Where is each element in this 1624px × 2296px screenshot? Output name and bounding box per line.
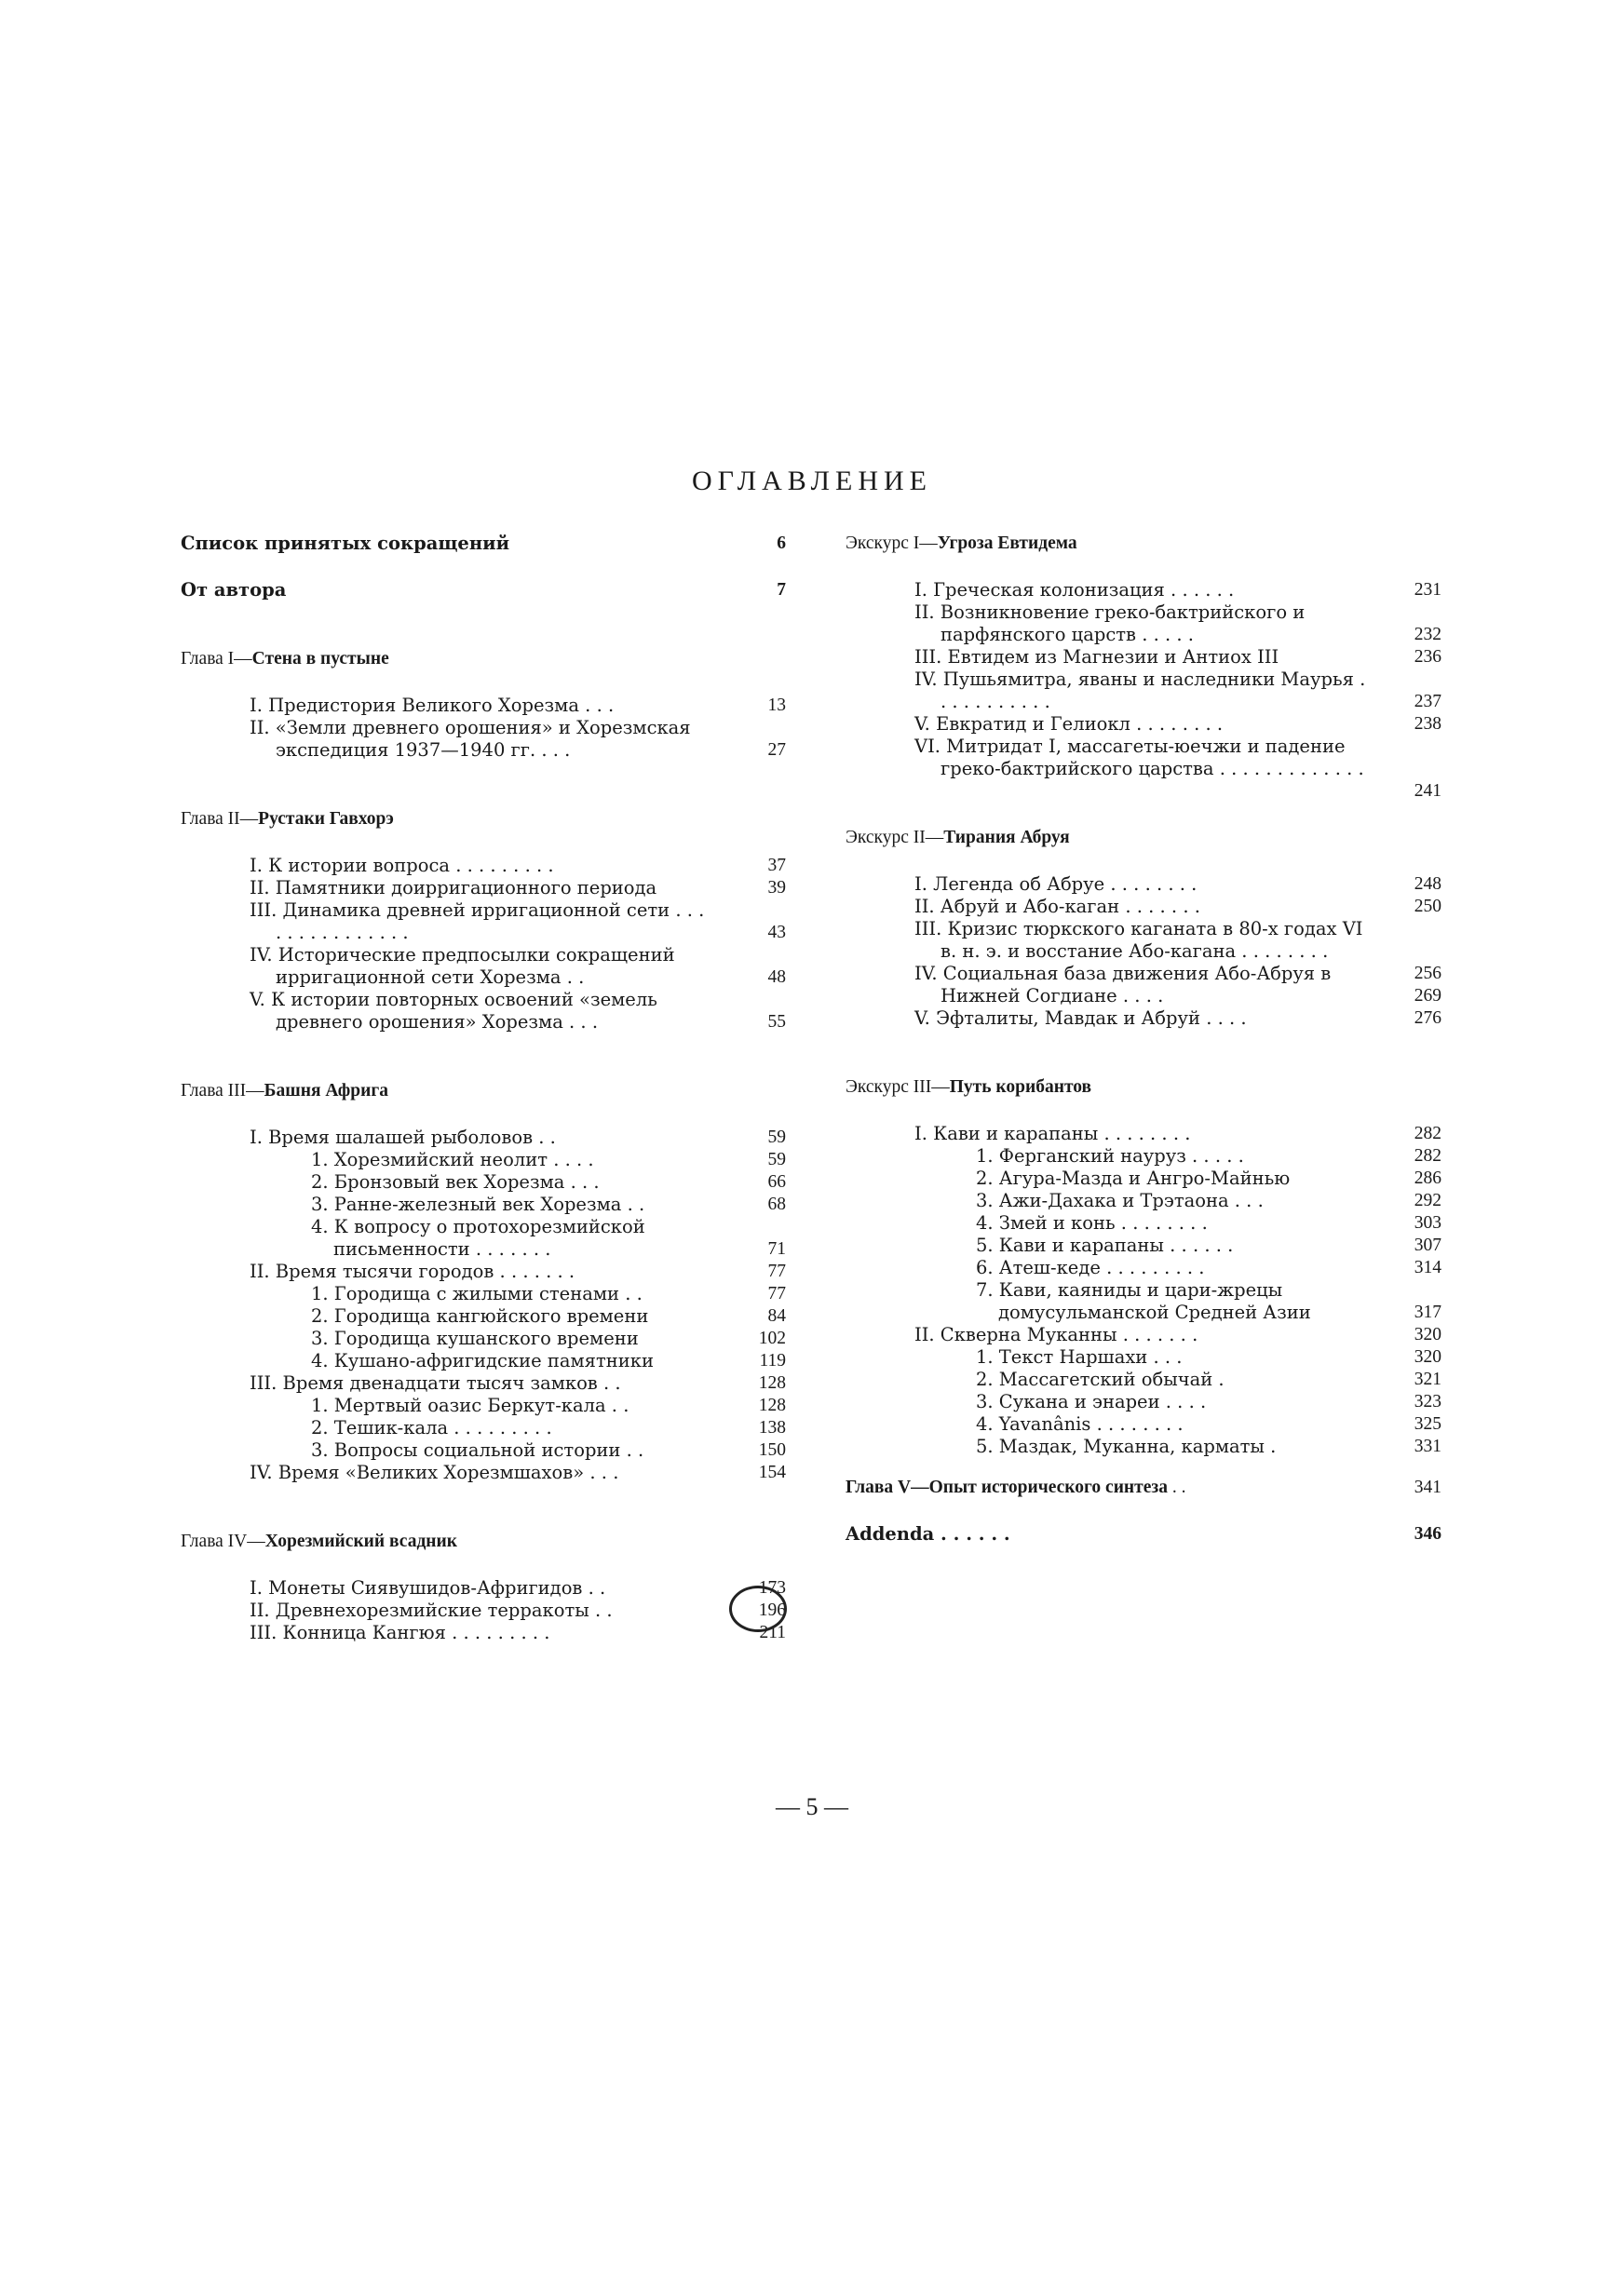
toc-entry[interactable] xyxy=(250,1577,786,1600)
entry-text: IV. Время «Великих Хорезмшахов» . . . xyxy=(250,1462,619,1483)
toc-entry[interactable] xyxy=(250,717,786,762)
toc-entry[interactable] xyxy=(914,1123,1441,1145)
chapter-1-heading[interactable] xyxy=(181,648,786,670)
toc-entry-author[interactable] xyxy=(181,579,786,601)
entry-page: 48 xyxy=(767,967,786,987)
entry-text: IV. Исторические предпосылки сокращений ирригационной сети Хорезма . . xyxy=(250,944,675,988)
entry-page: 173 xyxy=(758,1578,786,1598)
entry-text: II. Время тысячи городов . . . . . . . xyxy=(250,1261,575,1282)
toc-subentry[interactable] xyxy=(311,1216,786,1261)
entry-page: 341 xyxy=(1414,1478,1441,1497)
entry-page: 238 xyxy=(1414,714,1441,734)
entry-text: II. Древнехорезмийские терракоты . . xyxy=(250,1600,613,1621)
entry-text: I. Монеты Сиявушидов-Афригидов . . xyxy=(250,1577,606,1599)
entry-page: 256 xyxy=(1414,964,1441,983)
entry-text: I. Предистория Великого Хорезма . . . xyxy=(250,695,615,716)
toc-subentry[interactable] xyxy=(311,1328,786,1350)
entry-text: 4. Кушано-афригидские памятники xyxy=(311,1350,654,1371)
entry-page: 231 xyxy=(1414,580,1441,600)
entry-page: 282 xyxy=(1414,1124,1441,1143)
toc-entry[interactable] xyxy=(250,1261,786,1283)
toc-subentry[interactable] xyxy=(311,1439,786,1462)
excursus-label: Экскурс II— xyxy=(846,828,944,847)
toc-subentry[interactable] xyxy=(311,1283,786,1305)
excursus-label: Экскурс III— xyxy=(846,1077,950,1097)
toc-left-column xyxy=(181,533,786,1644)
entry-page: 150 xyxy=(758,1440,786,1460)
entry-page: 241 xyxy=(1414,781,1441,801)
entry-text: IV. Социальная база движения Або-Абруя в Нижней Согдиане . . . . xyxy=(914,963,1332,1006)
toc-title: ОГЛАВЛЕНИЕ xyxy=(692,466,932,496)
toc-entry[interactable] xyxy=(250,989,786,1033)
toc-right-column xyxy=(846,533,1441,1546)
entry-text: 2. Городища кангюйского времени xyxy=(311,1305,649,1327)
entry-text: II. Памятники доирригационного периода xyxy=(250,877,657,898)
chapter-3-heading[interactable] xyxy=(181,1080,786,1102)
entry-text: 5. Кави и карапаны . . . . . . xyxy=(976,1235,1234,1256)
entry-page: 282 xyxy=(1414,1146,1441,1166)
entry-text: I. Время шалашей рыболовов . . xyxy=(250,1127,556,1148)
entry-text: I. Греческая колонизация . . . . . . xyxy=(914,579,1235,601)
entry-page: 6 xyxy=(777,533,786,553)
entry-text: III. Кризис тюркского каганата в 80-х годах VI в. н. э. и восстание Або-кагана . . . . . . . . xyxy=(914,918,1363,962)
entry-page: 138 xyxy=(758,1418,786,1438)
entry-text: II. «Земли древнего орошения» и Хорезмская экспедиция 1937—1940 гг. . . . xyxy=(250,717,691,761)
entry-page: 59 xyxy=(767,1150,786,1169)
entry-text: 3. Вопросы социальной истории . . xyxy=(311,1439,644,1461)
entry-page: 320 xyxy=(1414,1347,1441,1367)
entry-page: 154 xyxy=(758,1463,786,1482)
entry-page: 325 xyxy=(1414,1414,1441,1434)
toc-entry[interactable] xyxy=(250,1462,786,1484)
entry-text: 6. Атеш-кеде . . . . . . . . . xyxy=(976,1257,1205,1278)
entry-page: 269 xyxy=(1414,986,1441,1006)
entry-page: 77 xyxy=(767,1284,786,1303)
toc-subentry[interactable] xyxy=(976,1413,1441,1436)
entry-page: 37 xyxy=(767,856,786,875)
entry-text: 4. Змей и конь . . . . . . . . xyxy=(976,1212,1208,1234)
entry-text: V. Евкратид и Гелиокл . . . . . . . . xyxy=(914,713,1224,735)
entry-page: 128 xyxy=(758,1373,786,1393)
entry-page: 66 xyxy=(767,1172,786,1192)
excursus-2-heading[interactable] xyxy=(846,827,1441,849)
entry-text: 4. Yavanânis . . . . . . . . xyxy=(976,1413,1184,1435)
toc-entry[interactable] xyxy=(250,944,786,989)
entry-text: 3. Сукана и энареи . . . . xyxy=(976,1391,1207,1412)
entry-text: VI. Митридат I, массагеты-юечжи и падение греко-бактрийского царства . . . . . . . . . . . . . xyxy=(914,736,1364,779)
entry-page: 59 xyxy=(767,1128,786,1147)
entry-page: 128 xyxy=(758,1396,786,1415)
entry-text: II. Абруй и Або-каган . . . . . . . xyxy=(914,896,1200,917)
entry-text: 3. Ажи-Дахака и Трэтаона . . . xyxy=(976,1190,1264,1211)
entry-page: 292 xyxy=(1414,1191,1441,1210)
toc-subentry[interactable] xyxy=(976,1279,1441,1324)
toc-entry[interactable] xyxy=(914,1007,1441,1030)
entry-text: I. К истории вопроса . . . . . . . . . xyxy=(250,855,554,876)
toc-entry[interactable] xyxy=(914,963,1441,1007)
toc-entry[interactable] xyxy=(914,646,1441,669)
entry-page: 320 xyxy=(1414,1325,1441,1344)
entry-page: 276 xyxy=(1414,1008,1441,1028)
entry-text: 3. Городища кушанского времени xyxy=(311,1328,639,1349)
chapter-title: Рустаки Гавхорэ xyxy=(258,809,394,829)
toc-subentry[interactable] xyxy=(311,1417,786,1439)
excursus-title: Тирания Абруя xyxy=(943,828,1070,847)
toc-entry-addenda[interactable] xyxy=(846,1523,1441,1546)
entry-page: 321 xyxy=(1414,1370,1441,1389)
handwritten-circle-mark xyxy=(729,1586,787,1632)
toc-entry[interactable] xyxy=(914,918,1441,983)
toc-subentry[interactable] xyxy=(976,1235,1441,1257)
entry-page: 286 xyxy=(1414,1168,1441,1188)
chapter-title: Стена в пустыне xyxy=(251,649,389,669)
toc-subentry[interactable] xyxy=(976,1391,1441,1413)
entry-page: 119 xyxy=(759,1351,786,1371)
entry-page: 211 xyxy=(759,1623,786,1642)
entry-text: 5. Маздак, Муканна, карматы . xyxy=(976,1436,1277,1457)
excursus-3-heading[interactable] xyxy=(846,1076,1441,1099)
toc-entry[interactable] xyxy=(250,1600,786,1622)
chapter-5-heading[interactable] xyxy=(846,1477,1441,1499)
entry-text: 1. Городища с жилыми стенами . . xyxy=(311,1283,643,1304)
entry-page: 71 xyxy=(767,1239,786,1259)
toc-subentry[interactable] xyxy=(976,1212,1441,1235)
toc-entry[interactable] xyxy=(250,695,786,717)
toc-subentry[interactable] xyxy=(311,1149,786,1171)
toc-entry[interactable] xyxy=(250,899,786,944)
entry-text: От автора xyxy=(181,579,287,601)
chapter-dots: . . xyxy=(1167,1478,1186,1497)
entry-page: 77 xyxy=(767,1262,786,1281)
toc-subentry[interactable] xyxy=(311,1194,786,1216)
toc-entry[interactable] xyxy=(250,1127,786,1149)
entry-page: 27 xyxy=(767,740,786,760)
entry-text: V. К истории повторных освоений «земель древнего орошения» Хорезма . . . xyxy=(250,989,657,1033)
entry-page: 237 xyxy=(1414,692,1441,711)
entry-text: 4. К вопросу о протохорезмийской письменности . . . . . . . xyxy=(311,1216,645,1260)
toc-entry-abbreviations[interactable] xyxy=(181,533,786,555)
toc-entry[interactable] xyxy=(914,873,1441,896)
entry-text: 1. Хорезмийский неолит . . . . xyxy=(311,1149,594,1170)
entry-text: IV. Пушьямитра, яваны и наследники Маурья . . . . . . . . . . . xyxy=(914,669,1366,712)
entry-text: III. Евтидем из Магнезии и Антиох III xyxy=(914,646,1279,668)
toc-entry[interactable] xyxy=(250,1372,786,1395)
toc-entry[interactable] xyxy=(914,896,1441,918)
toc-subentry[interactable] xyxy=(976,1168,1441,1190)
entry-text: 1. Мертвый оазис Беркут-кала . . xyxy=(311,1395,629,1416)
toc-subentry[interactable] xyxy=(976,1190,1441,1212)
toc-entry[interactable] xyxy=(914,579,1441,601)
chapter-label: Глава II— xyxy=(181,809,259,829)
chapter-title: Башня Африга xyxy=(264,1081,388,1101)
toc-subentry[interactable] xyxy=(976,1145,1441,1168)
entry-text: 1. Текст Наршахи . . . xyxy=(976,1346,1183,1368)
chapter-label: Глава I— xyxy=(181,649,252,669)
entry-text: 3. Ранне-железный век Хорезма . . xyxy=(311,1194,645,1215)
chapter-4-heading[interactable] xyxy=(181,1531,786,1553)
toc-entry[interactable] xyxy=(914,713,1441,736)
entry-text: III. Динамика древней ирригационной сети . . . . . . . . . . . . . . . xyxy=(250,899,705,943)
entry-page: 43 xyxy=(767,923,786,942)
entry-text: V. Эфталиты, Мавдак и Абруй . . . . xyxy=(914,1007,1247,1029)
entry-page: 331 xyxy=(1414,1437,1441,1456)
entry-page: 307 xyxy=(1414,1236,1441,1255)
entry-page: 102 xyxy=(758,1329,786,1348)
chapter-title: Опыт исторического синтеза xyxy=(928,1478,1168,1497)
entry-page: 303 xyxy=(1414,1213,1441,1233)
entry-page: 84 xyxy=(767,1306,786,1326)
excursus-title: Угроза Евтидема xyxy=(937,533,1077,553)
toc-entry[interactable] xyxy=(914,1324,1441,1346)
entry-page: 317 xyxy=(1414,1303,1441,1322)
excursus-title: Путь корибантов xyxy=(949,1077,1092,1097)
toc-subentry[interactable] xyxy=(976,1436,1441,1458)
entry-text: 7. Кави, каяниды и цари-жрецы домусульманской Средней Азии xyxy=(976,1279,1311,1323)
entry-page: 346 xyxy=(1414,1524,1441,1544)
toc-subentry[interactable] xyxy=(976,1369,1441,1391)
page-number: — 5 — xyxy=(776,1793,848,1820)
entry-text: III. Конница Кангюя . . . . . . . . . xyxy=(250,1622,550,1643)
entry-page: 68 xyxy=(767,1195,786,1214)
entry-page: 7 xyxy=(777,580,786,600)
chapter-label: Глава III— xyxy=(181,1081,264,1101)
entry-page: 236 xyxy=(1414,647,1441,667)
entry-text: I. Кави и карапаны . . . . . . . . xyxy=(914,1123,1191,1144)
entry-text: Список принятых сокращений xyxy=(181,533,510,554)
toc-entry[interactable] xyxy=(250,877,786,899)
toc-subentry[interactable] xyxy=(976,1257,1441,1279)
entry-text: 2. Тешик-кала . . . . . . . . . xyxy=(311,1417,552,1438)
entry-page: 323 xyxy=(1414,1392,1441,1411)
chapter-label: Глава V— xyxy=(846,1478,929,1497)
chapter-label: Глава IV— xyxy=(181,1532,265,1551)
entry-page: 39 xyxy=(767,878,786,898)
toc-entry[interactable] xyxy=(250,1622,786,1644)
entry-page: 13 xyxy=(767,696,786,715)
toc-subentry[interactable] xyxy=(976,1346,1441,1369)
chapter-title: Хорезмийский всадник xyxy=(264,1532,458,1551)
entry-text: Addenda . . . . . . xyxy=(846,1523,1010,1545)
entry-page: 232 xyxy=(1414,625,1441,644)
entry-page: 314 xyxy=(1414,1258,1441,1277)
excursus-1-heading[interactable] xyxy=(846,533,1441,555)
entry-page: 248 xyxy=(1414,874,1441,894)
entry-page: 196 xyxy=(758,1600,786,1620)
entry-text: 1. Ферганский науруз . . . . . xyxy=(976,1145,1244,1167)
toc-entry[interactable] xyxy=(914,669,1441,713)
entry-page: 55 xyxy=(767,1012,786,1032)
chapter-2-heading[interactable] xyxy=(181,808,786,831)
toc-entry[interactable] xyxy=(914,736,1441,801)
entry-text: III. Время двенадцати тысяч замков . . xyxy=(250,1372,621,1394)
toc-entry[interactable] xyxy=(250,855,786,877)
toc-subentry[interactable] xyxy=(311,1350,786,1372)
toc-subentry[interactable] xyxy=(311,1171,786,1194)
toc-subentry[interactable] xyxy=(311,1395,786,1417)
entry-text: II. Скверна Муканны . . . . . . . xyxy=(914,1324,1198,1345)
entry-text: I. Легенда об Абруе . . . . . . . . xyxy=(914,873,1198,895)
entry-page: 250 xyxy=(1414,897,1441,916)
entry-text: 2. Агура-Мазда и Ангро-Майнью xyxy=(976,1168,1291,1189)
excursus-label: Экскурс I— xyxy=(846,533,938,553)
entry-text: 2. Бронзовый век Хорезма . . . xyxy=(311,1171,600,1193)
entry-text: 2. Массагетский обычай . xyxy=(976,1369,1225,1390)
toc-entry[interactable] xyxy=(914,601,1441,646)
entry-text: II. Возникновение греко-бактрийского и парфянского царств . . . . . xyxy=(914,601,1306,645)
toc-subentry[interactable] xyxy=(311,1305,786,1328)
